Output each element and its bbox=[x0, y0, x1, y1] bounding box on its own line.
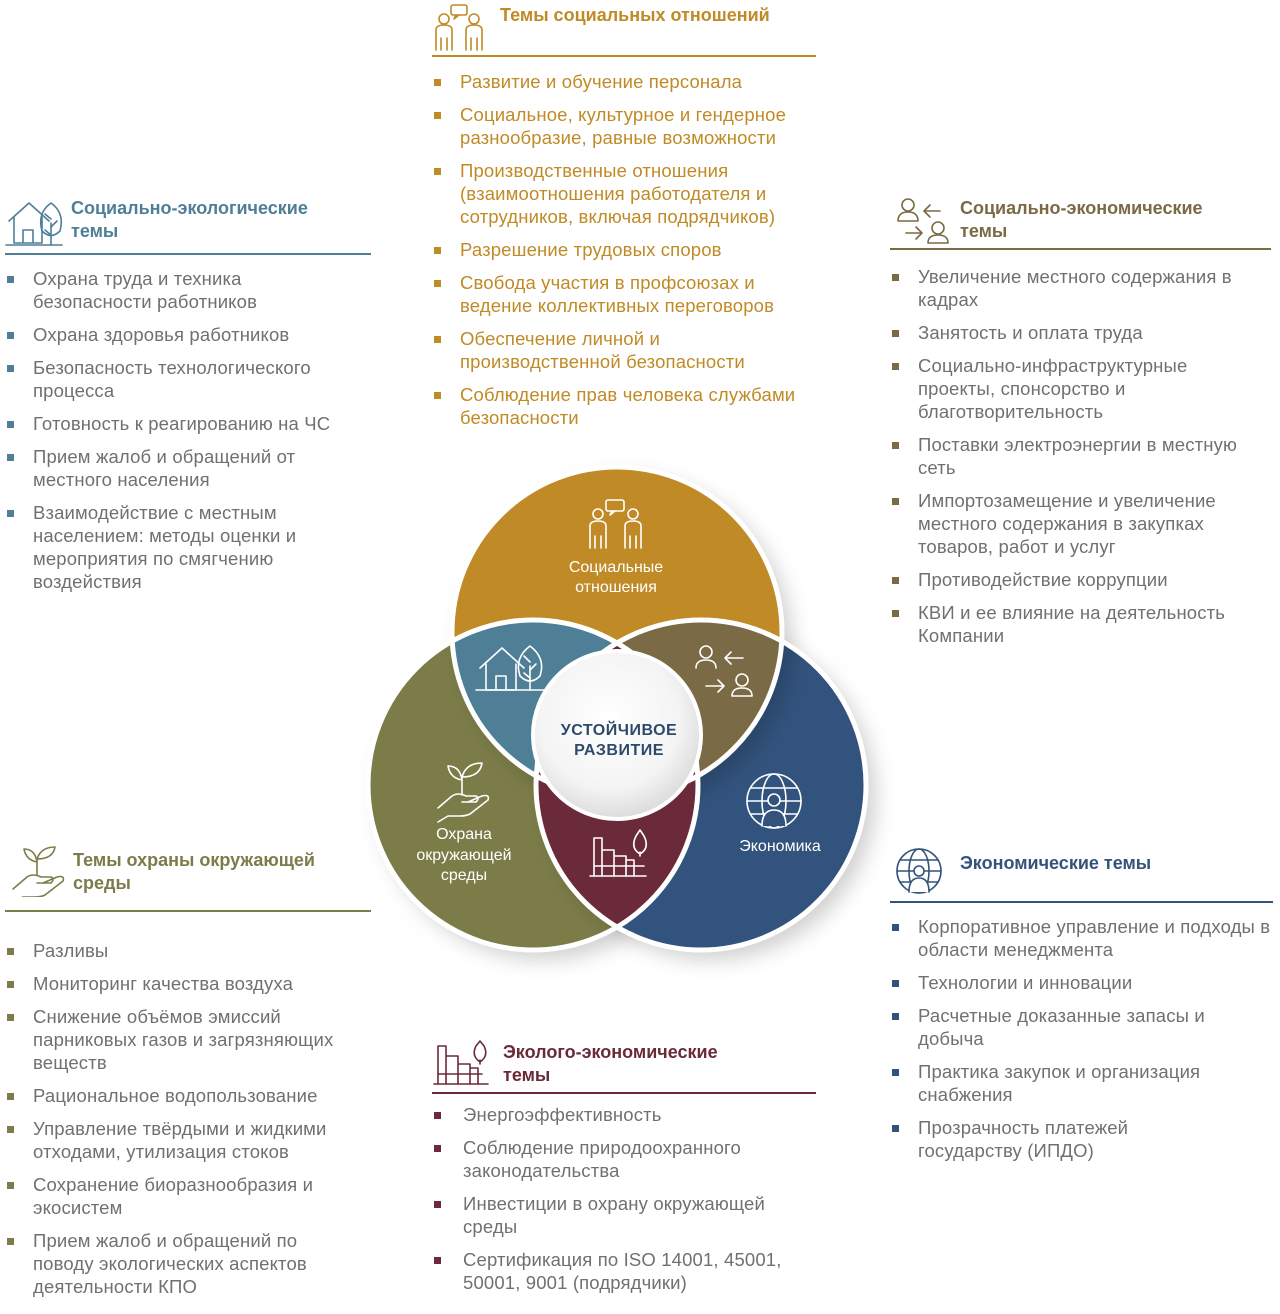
list-item: Энергоэффективность bbox=[432, 1103, 816, 1126]
panel-socio-economic-list bbox=[890, 265, 1271, 647]
list-item: Технологии и инновации bbox=[890, 971, 1273, 994]
list-item: Снижение объёмов эмиссий парниковых газов и загрязняющих веществ bbox=[5, 1005, 371, 1074]
panel-socio-economic-title-1: Социально-экономические bbox=[960, 198, 1203, 218]
panel-socio-ecological-list bbox=[5, 267, 371, 593]
list-item: Социальное, культурное и гендерное разнообразие, равные возможности bbox=[432, 103, 816, 149]
list-item: Корпоративное управление и подходы в области менеджмента bbox=[890, 915, 1273, 961]
panel-socio-economic-topics bbox=[890, 195, 1271, 647]
panel-environment-list bbox=[5, 939, 371, 1298]
panel-eco-economic-list bbox=[432, 1103, 816, 1294]
list-item: КВИ и ее влияние на деятельность Компании bbox=[890, 601, 1271, 647]
panel-environment-title-2: среды bbox=[73, 873, 131, 893]
list-item: Безопасность технологического процесса bbox=[5, 356, 371, 402]
panel-socio-ecological-title-1: Социально-экологические bbox=[71, 198, 308, 218]
list-item: Практика закупок и организация снабжения bbox=[890, 1060, 1273, 1106]
list-item: Взаимодействие с местным населением: методы оценки и мероприятия по смягчению воздействия bbox=[5, 501, 371, 593]
social-circle-label-2: отношения bbox=[575, 579, 657, 596]
panel-environment-title-1: Темы охраны окружающей bbox=[73, 850, 315, 870]
panel-socio-economic-header bbox=[890, 195, 1271, 250]
list-item: Инвестиции в охрану окружающей среды bbox=[432, 1192, 816, 1238]
list-item: Разрешение трудовых споров bbox=[432, 238, 816, 261]
environment-circle-label-2: окружающей bbox=[416, 847, 512, 864]
hand-plant-icon bbox=[9, 845, 65, 897]
list-item: Соблюдение прав человека службами безопасности bbox=[432, 383, 816, 429]
list-item: Разливы bbox=[5, 939, 371, 962]
panel-socio-ecological-header bbox=[5, 195, 371, 255]
list-item: Рациональное водопользование bbox=[5, 1084, 371, 1107]
list-item: Мониторинг качества воздуха bbox=[5, 972, 371, 995]
list-item: Развитие и обучение персонала bbox=[432, 70, 816, 93]
list-item: Свобода участия в профсоюзах и ведение коллективных переговоров bbox=[432, 271, 816, 317]
panel-economic-title: Экономические темы bbox=[960, 853, 1152, 873]
panel-social-title: Темы социальных отношений bbox=[500, 5, 770, 25]
panel-socio-ecological-title-2: темы bbox=[71, 221, 119, 241]
panel-social-list bbox=[432, 70, 816, 429]
environment-circle-label-1: Охрана bbox=[436, 826, 492, 843]
list-item: Прием жалоб и обращений от местного населения bbox=[5, 445, 371, 491]
list-item: Расчетные доказанные запасы и добыча bbox=[890, 1004, 1273, 1050]
panel-eco-economic-title-1: Эколого-экономические bbox=[503, 1042, 718, 1062]
panel-eco-economic-title-2: темы bbox=[503, 1065, 551, 1085]
panel-social-topics bbox=[432, 0, 816, 429]
list-item: Прозрачность платежей государству (ИПДО) bbox=[890, 1116, 1273, 1162]
panel-economic-list bbox=[890, 915, 1273, 1162]
panel-eco-economic-header bbox=[432, 1038, 816, 1094]
list-item: Соблюдение природоохранного законодательства bbox=[432, 1136, 816, 1182]
panel-eco-economic-topics bbox=[432, 1038, 816, 1294]
panel-environment-header bbox=[5, 843, 371, 912]
people-exchange-icon bbox=[896, 195, 952, 245]
list-item: Поставки электроэнергии в местную сеть bbox=[890, 433, 1271, 479]
list-item: Сертификация по ISO 14001, 45001, 50001, 9001 (подрядчики) bbox=[432, 1248, 816, 1294]
panel-socio-economic-title-2: темы bbox=[960, 221, 1008, 241]
list-item: Готовность к реагированию на ЧС bbox=[5, 412, 371, 435]
panel-economic-header bbox=[890, 843, 1273, 903]
panel-socio-ecological-topics bbox=[5, 195, 371, 593]
list-item: Производственные отношения (взаимоотношения работодателя и сотрудников, включая подрядчиков) bbox=[432, 159, 816, 228]
factory-leaf-icon bbox=[432, 1040, 492, 1088]
center-label-1: УСТОЙЧИВОЕ bbox=[560, 722, 678, 739]
list-item: Социально-инфраструктурные проекты, спонсорство и благотворительность bbox=[890, 354, 1271, 423]
panel-environment-topics bbox=[5, 843, 371, 1298]
list-item: Сохранение биоразнообразия и экосистем bbox=[5, 1173, 371, 1219]
environment-circle-label-3: среды bbox=[440, 867, 488, 884]
list-item: Занятость и оплата труда bbox=[890, 321, 1271, 344]
list-item: Управление твёрдыми и жидкими отходами, утилизация стоков bbox=[5, 1117, 371, 1163]
list-item: Противодействие коррупции bbox=[890, 568, 1271, 591]
list-item: Увеличение местного содержания в кадрах bbox=[890, 265, 1271, 311]
economy-circle-label: Экономика bbox=[739, 838, 821, 855]
people-talk-icon bbox=[432, 2, 486, 52]
panel-social-header bbox=[432, 0, 816, 57]
panel-economic-topics bbox=[890, 843, 1273, 1162]
list-item: Обеспечение личной и производственной безопасности bbox=[432, 327, 816, 373]
list-item: Импортозамещение и увеличение местного содержания в закупках товаров, работ и услуг bbox=[890, 489, 1271, 558]
globe-person-icon bbox=[894, 846, 944, 896]
list-item: Прием жалоб и обращений по поводу экологических аспектов деятельности КПО bbox=[5, 1229, 371, 1298]
center-label-2: РАЗВИТИЕ bbox=[574, 742, 664, 759]
list-item: Охрана здоровья работников bbox=[5, 323, 371, 346]
house-tree-icon bbox=[5, 197, 63, 249]
social-circle-label-1: Социальные bbox=[568, 559, 664, 576]
list-item: Охрана труда и техника безопасности работников bbox=[5, 267, 371, 313]
